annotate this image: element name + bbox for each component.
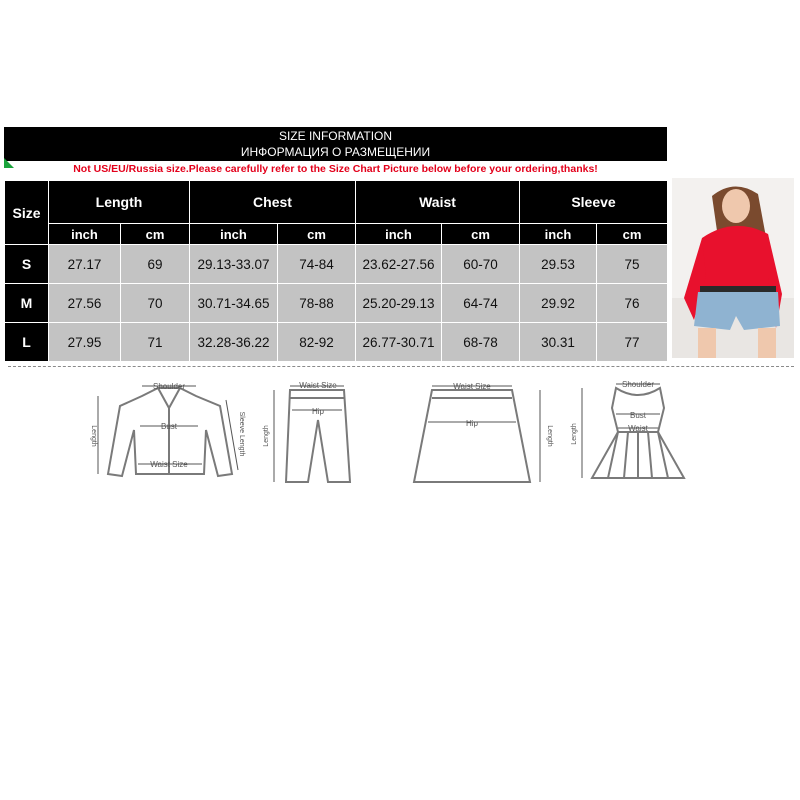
bust-label: Bust	[160, 422, 178, 431]
product-photo	[672, 178, 794, 358]
size-notice: Not US/EU/Russia size.Please carefully refer to the Size Chart Picture below before your ordering,thanks!	[73, 163, 598, 175]
table-cell: 27.17	[49, 245, 121, 284]
table-cell: 70	[121, 284, 190, 323]
table-cell: 68-78	[442, 323, 520, 362]
table-cell: 30.71-34.65	[190, 284, 278, 323]
table-row	[5, 245, 668, 284]
chest-header: Chest	[190, 181, 356, 224]
size-label: S	[5, 245, 49, 284]
size-label: L	[5, 323, 49, 362]
length-header: Length	[49, 181, 190, 224]
table-cell: 76	[597, 284, 668, 323]
dashed-separator	[8, 366, 794, 367]
length-label: Length	[263, 425, 270, 447]
table-cell: 69	[121, 245, 190, 284]
table-cell: 71	[121, 323, 190, 362]
title-english: SIZE INFORMATION	[278, 129, 393, 143]
waist-size-label: Waist Size	[453, 382, 491, 391]
size-label: M	[5, 284, 49, 323]
waist-label: Waist	[628, 424, 648, 433]
table-row	[5, 284, 668, 323]
unit-header: inch	[356, 224, 442, 245]
unit-header: cm	[442, 224, 520, 245]
unit-header: cm	[597, 224, 668, 245]
table-cell: 26.77-30.71	[356, 323, 442, 362]
waist-size-label: Waist Size	[299, 381, 337, 390]
table-cell: 29.53	[520, 245, 597, 284]
table-cell: 32.28-36.22	[190, 323, 278, 362]
hip-label: Hip	[465, 419, 479, 428]
sleeve-header: Sleeve	[520, 181, 668, 224]
units-header-row	[5, 224, 668, 245]
table-cell: 27.95	[49, 323, 121, 362]
size-info-header	[4, 127, 667, 161]
model-illustration	[672, 178, 794, 358]
unit-header: inch	[49, 224, 121, 245]
table-cell: 74-84	[278, 245, 356, 284]
table-cell: 29.92	[520, 284, 597, 323]
title-russian: ИНФОРМАЦИЯ О РАЗМЕЩЕНИИ	[240, 145, 431, 159]
table-cell: 78-88	[278, 284, 356, 323]
unit-header: cm	[121, 224, 190, 245]
waist-header: Waist	[356, 181, 520, 224]
table-cell: 30.31	[520, 323, 597, 362]
unit-header: cm	[278, 224, 356, 245]
shirt-size-diagram	[80, 378, 250, 488]
table-header-row	[5, 181, 668, 224]
bust-label: Bust	[629, 411, 647, 420]
table-row	[5, 323, 668, 362]
shoulder-label: Shoulder	[621, 380, 655, 389]
length-label: Length	[90, 425, 97, 447]
table-cell: 27.56	[49, 284, 121, 323]
table-cell: 75	[597, 245, 668, 284]
table-cell: 64-74	[442, 284, 520, 323]
shoulder-label: Shoulder	[152, 382, 186, 391]
size-chart-table	[4, 180, 668, 362]
table-cell: 60-70	[442, 245, 520, 284]
table-cell: 25.20-29.13	[356, 284, 442, 323]
waist-size-label: Waist Size	[150, 460, 188, 469]
skirt-size-diagram	[400, 378, 560, 488]
length-label: Length	[571, 423, 578, 445]
length-label: Length	[546, 425, 553, 447]
table-cell: 23.62-27.56	[356, 245, 442, 284]
unit-header: inch	[520, 224, 597, 245]
sleeve-length-label: Sleeve Length	[238, 411, 245, 457]
table-cell: 29.13-33.07	[190, 245, 278, 284]
dress-size-diagram	[572, 378, 702, 488]
size-column-header: Size	[5, 181, 49, 245]
unit-header: inch	[190, 224, 278, 245]
hip-label: Hip	[311, 407, 325, 416]
table-cell: 77	[597, 323, 668, 362]
table-cell: 82-92	[278, 323, 356, 362]
pants-size-diagram	[262, 378, 362, 488]
